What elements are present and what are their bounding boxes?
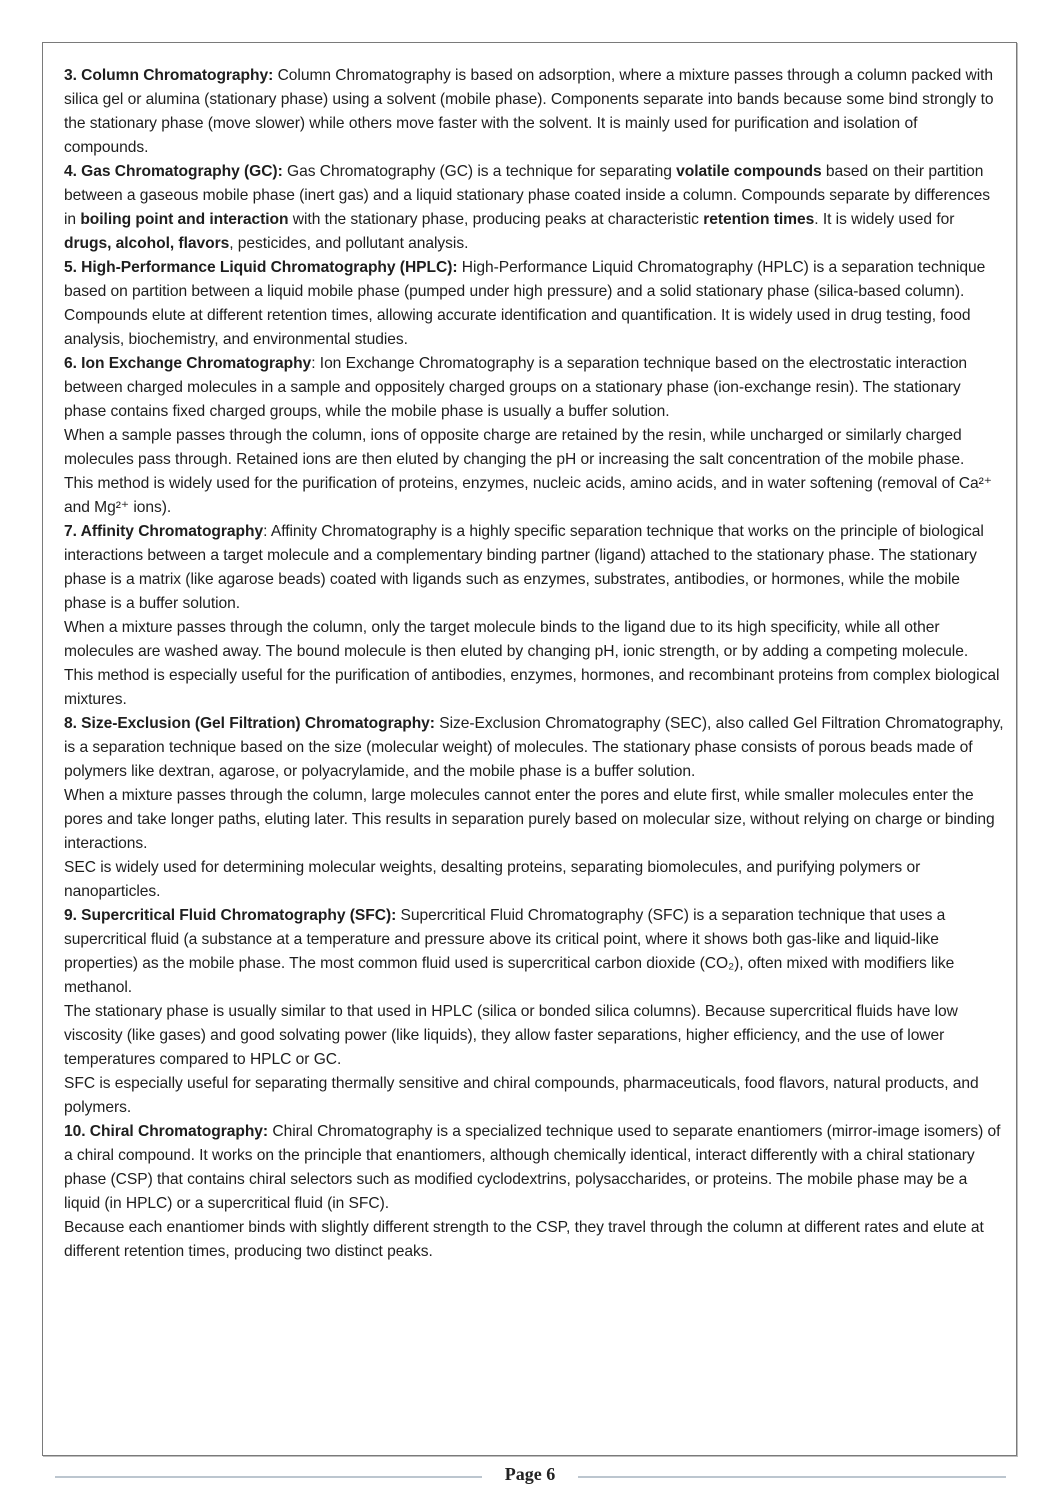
body-text: based on their partition between a gaseous mobile phase (inert gas) and a liquid stationary phase coated inside a column. Compounds separate by differences in (64, 163, 990, 228)
section-paragraph-lead (64, 904, 1004, 1000)
footer-rule-right (578, 1476, 1006, 1478)
section-heading: 6. Ion Exchange Chromatography (64, 355, 312, 372)
section-paragraph-lead (64, 1120, 1004, 1216)
section-paragraph-lead (64, 256, 1004, 352)
section-heading: 9. Supercritical Fluid Chromatography (SFC): (64, 907, 397, 924)
body-text: , pesticides, and pollutant analysis. (229, 235, 469, 252)
body-text: When a mixture passes through the column, large molecules cannot enter the pores and elute first, while smaller molecules enter the pores and take longer paths, eluting later. This results in separation purely based on molecular size, without relying on charge or binding interactions. (64, 787, 995, 852)
section-paragraph-lead (64, 352, 1004, 424)
body-text: When a mixture passes through the column, only the target molecule binds to the ligand due to its high specificity, while all other molecules are washed away. The bound molecule is then eluted by changing pH, ionic strength, or by adding a competing molecule. (64, 619, 969, 660)
section-paragraph (64, 1216, 1004, 1264)
section-paragraph-lead (64, 160, 1004, 256)
body-text: . It is widely used for (814, 211, 955, 228)
document-body (64, 64, 1004, 1264)
emphasis-text: boiling point and interaction (80, 211, 289, 228)
body-text: Supercritical Fluid Chromatography (SFC) is a separation technique that uses a supercritical fluid (a substance at a temperature and pressure above its critical point, where it shows both gas-like and liquid-like properties) as the mobile phase. The most common fluid used is supercritical carbon dioxide (CO₂), often mixed with modifiers like methanol. (64, 907, 955, 996)
section-paragraph-lead (64, 520, 1004, 616)
section-paragraph (64, 1000, 1004, 1072)
body-text: SEC is widely used for determining molecular weights, desalting proteins, separating biomolecules, and purifying polymers or nanoparticles. (64, 859, 921, 900)
section-paragraph-lead (64, 712, 1004, 784)
body-text: Chiral Chromatography is a specialized technique used to separate enantiomers (mirror-image isomers) of a chiral compound. It works on the principle that enantiomers, although chemically identical, interact differently with a chiral stationary phase (CSP) that contains chiral selectors such as modified cyclodextrins, polysaccharides, or proteins. The mobile phase may be a liquid (in HPLC) or a supercritical fluid (in SFC). (64, 1123, 1001, 1212)
section-heading: 8. Size-Exclusion (Gel Filtration) Chromatography: (64, 715, 435, 732)
body-text: This method is widely used for the purification of proteins, enzymes, nucleic acids, amino acids, and in water softening (removal of Ca²⁺ and Mg²⁺ ions). (64, 475, 992, 516)
section-heading: 3. Column Chromatography: (64, 67, 274, 84)
section-paragraph-lead (64, 64, 1004, 160)
page-footer (0, 1462, 1061, 1492)
body-text: Affinity Chromatography is a highly specific separation technique that works on the principle of biological interactions between a target molecule and a complementary binding partner (ligand) attached to the stationary phase. The stationary phase is a matrix (like agarose beads) coated with ligands such as enzymes, substrates, antibodies, or hormones, while the mobile phase is a buffer solution. (64, 523, 984, 612)
heading-suffix: : (263, 523, 268, 540)
section-paragraph (64, 664, 1004, 712)
section-paragraph (64, 616, 1004, 664)
section-paragraph (64, 424, 1004, 472)
section-heading: 4. Gas Chromatography (GC): (64, 163, 283, 180)
body-text: Column Chromatography is based on adsorption, where a mixture passes through a column packed with silica gel or alumina (stationary phase) using a solvent (mobile phase). Components separate into bands because some bind strongly to the stationary phase (move slower) while others move faster with the solvent. It is mainly used for purification and isolation of compounds. (64, 67, 994, 156)
body-text: This method is especially useful for the purification of antibodies, enzymes, hormones, and recombinant proteins from complex biological mixtures. (64, 667, 1000, 708)
section-paragraph (64, 1072, 1004, 1120)
emphasis-text: volatile compounds (676, 163, 822, 180)
body-text: When a sample passes through the column, ions of opposite charge are retained by the resin, while uncharged or similarly charged molecules pass through. Retained ions are then eluted by changing the pH or increasing the salt concentration of the mobile phase. (64, 427, 965, 468)
body-text: SFC is especially useful for separating thermally sensitive and chiral compounds, pharmaceuticals, food flavors, natural products, and polymers. (64, 1075, 979, 1116)
body-text: The stationary phase is usually similar to that used in HPLC (silica or bonded silica columns). Because supercritical fluids have low viscosity (like gases) and good solvating power (like liquids), they allow faster separations, higher efficiency, and the use of lower temperatures compared to HPLC or GC. (64, 1003, 958, 1068)
section-heading: 5. High-Performance Liquid Chromatography (HPLC): (64, 259, 458, 276)
page-number: Page 6 (504, 1464, 556, 1484)
section-paragraph (64, 472, 1004, 520)
section-heading: 7. Affinity Chromatography (64, 523, 264, 540)
body-text: Size-Exclusion Chromatography (SEC), also called Gel Filtration Chromatography, is a separation technique based on the size (molecular weight) of molecules. The stationary phase consists of porous beads made of polymers like dextran, agarose, or polyacrylamide, and the mobile phase is a buffer solution. (64, 715, 1004, 780)
body-text: Ion Exchange Chromatography is a separation technique based on the electrostatic interaction between charged molecules in a sample and oppositely charged groups on a stationary phase (ion-exchange resin). The stationary phase contains fixed charged groups, while the mobile phase is usually a buffer solution. (64, 355, 968, 420)
body-text: with the stationary phase, producing peaks at characteristic (288, 211, 704, 228)
emphasis-text: drugs, alcohol, flavors (64, 235, 230, 252)
section-paragraph (64, 784, 1004, 856)
section-heading: 10. Chiral Chromatography: (64, 1123, 269, 1140)
body-text: Because each enantiomer binds with slightly different strength to the CSP, they travel through the column at different rates and elute at different retention times, producing two distinct peaks. (64, 1219, 984, 1260)
footer-rule-left (55, 1476, 482, 1478)
body-text: High-Performance Liquid Chromatography (HPLC) is a separation technique based on partition between a liquid mobile phase (pumped under high pressure) and a solid stationary phase (silica-based column). Compounds elute at different retention times, allowing accurate identification and quantification. It is widely used in drug testing, food analysis, biochemistry, and environmental studies. (64, 259, 986, 348)
heading-suffix: : (311, 355, 316, 372)
emphasis-text: retention times (703, 211, 815, 228)
section-paragraph (64, 856, 1004, 904)
body-text: Gas Chromatography (GC) is a technique for separating (287, 163, 677, 180)
